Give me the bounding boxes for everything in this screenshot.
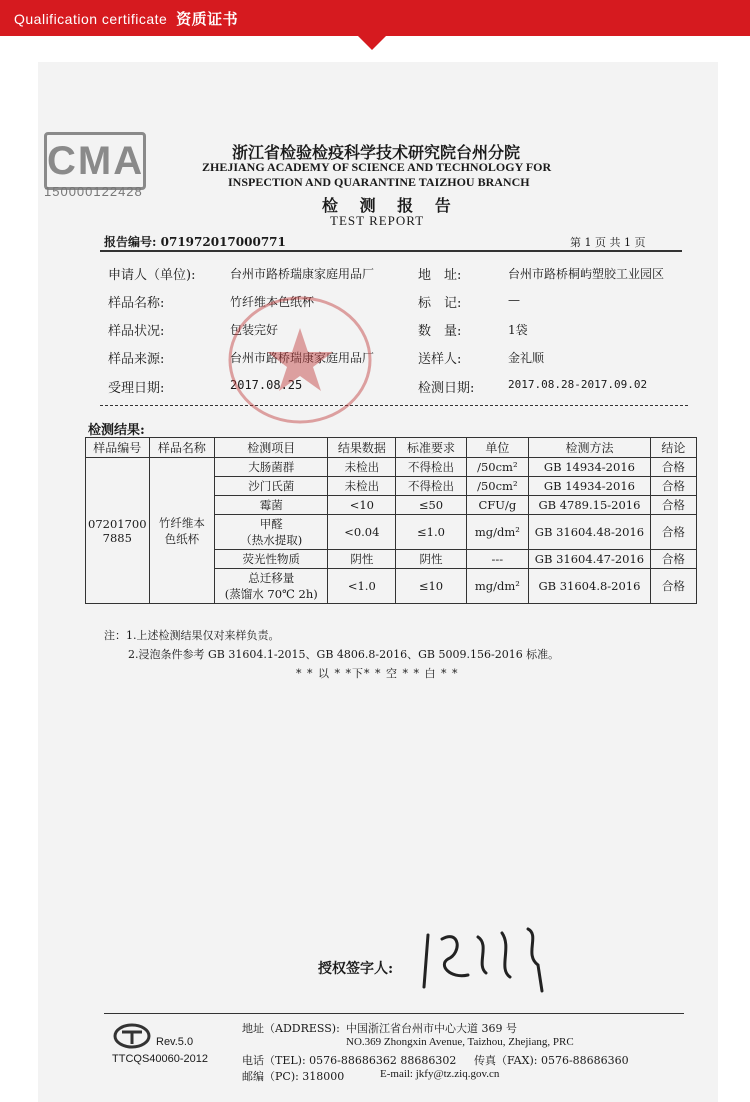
note-1: 注：1.上述检测结果仅对来样负责。 [104, 629, 280, 642]
test-date-label: 检测日期: [418, 381, 475, 396]
cell-result: <10 [328, 496, 396, 515]
test-date-value: 2017.08.28-2017.09.02 [508, 378, 648, 391]
header-banner [0, 0, 750, 36]
col-header: 结果数据 [328, 438, 396, 458]
table-row [86, 458, 697, 477]
cell-item-line2: （热水提取) [240, 533, 303, 547]
col-header: 标准要求 [396, 438, 466, 458]
cma-number: 150000122428 [44, 184, 143, 199]
cell-requirement: ≤1.0 [396, 515, 466, 550]
official-stamp-icon [200, 280, 380, 440]
doc-title-cn: 检 测 报 告 [322, 196, 459, 215]
report-number-value: 071972017000771 [160, 235, 286, 249]
quantity-label: 数 量: [418, 324, 462, 339]
cell-conclusion: 合格 [650, 458, 696, 477]
cell-item: 荧光性物质 [215, 550, 328, 569]
cell-conclusion: 合格 [650, 550, 696, 569]
cell-unit: CFU/g [466, 496, 529, 515]
banner-title [14, 8, 238, 29]
mark-value: — [508, 293, 520, 307]
report-number-label: 报告编号: [104, 235, 157, 249]
cell-conclusion: 合格 [650, 496, 696, 515]
note-2: 2.浸泡条件参考 GB 31604.1-2015、GB 4806.8-2016、GB 5009.156-2016 标准。 [128, 648, 560, 661]
end-marker: * * 以 * *下* * 空 * * 白 * * [296, 667, 459, 680]
cell-method: GB 14934-2016 [529, 458, 651, 477]
col-header: 结论 [650, 438, 696, 458]
address-label: 地 址: [418, 268, 462, 283]
cell-result: 未检出 [328, 477, 396, 496]
cell-result: 未检出 [328, 458, 396, 477]
cell-requirement: 阴性 [396, 550, 466, 569]
applicant-value: 台州市路桥瑞康家庭用品厂 [230, 267, 375, 281]
cell-unit: /50cm² [466, 477, 529, 496]
mark-label: 标 记: [418, 296, 462, 311]
footer-address-label: 地址（ADDRESS): [242, 1022, 340, 1035]
page-info: 第 1 页 共 1 页 [570, 236, 646, 249]
cell-item: 霉菌 [215, 496, 328, 515]
cell-method: GB 14934-2016 [529, 477, 651, 496]
cell-result: <1.0 [328, 569, 396, 604]
header-divider [100, 250, 682, 252]
applicant-label: 申请人（单位): [108, 268, 196, 283]
footer-fax: 传真（FAX): 0576-88686360 [474, 1054, 629, 1067]
banner-arrow-icon [358, 36, 386, 50]
sample-name-cell [149, 458, 215, 604]
cell-method: GB 4789.15-2016 [529, 496, 651, 515]
col-header: 检测方法 [529, 438, 651, 458]
sample-state-value: 包装完好 [230, 323, 279, 337]
footer-divider [104, 1013, 684, 1014]
signature-icon [420, 925, 560, 995]
cell-conclusion: 合格 [650, 515, 696, 550]
sample-number-line2: 7885 [102, 530, 132, 545]
sample-name-label: 样品名称: [108, 296, 165, 311]
col-header: 检测项目 [215, 438, 328, 458]
footer-address-en: NO.369 Zhongxin Avenue, Taizhou, Zhejiang, PRC [346, 1036, 574, 1048]
cell-unit: mg/dm² [466, 515, 529, 550]
banner-title-cn: 资质证书 [176, 11, 239, 28]
received-date-label: 受理日期: [108, 381, 165, 396]
cell-unit: mg/dm² [466, 569, 529, 604]
institute-name-cn: 浙江省检验检疫科学技术研究院台州分院 [232, 143, 521, 162]
sender-label: 送样人: [418, 352, 462, 367]
cell-item: 大肠菌群 [215, 458, 328, 477]
cell-requirement: 不得检出 [396, 477, 466, 496]
signature-label: 授权签字人: [318, 961, 394, 977]
footer-code: TTCQS40060-2012 [112, 1053, 208, 1065]
institute-name-en-line1: ZHEJIANG ACADEMY OF SCIENCE AND TECHNOLOGY FOR [202, 160, 552, 174]
footer-email: E-mail: jkfy@tz.ziq.gov.cn [380, 1068, 500, 1080]
footer-tel: 电话（TEL): 0576-88686362 88686302 [242, 1054, 457, 1067]
results-table [85, 437, 697, 604]
footer-address-cn: 中国浙江省台州市中心大道 369 号 [346, 1022, 517, 1035]
sample-source-label: 样品来源: [108, 352, 165, 367]
cell-method: GB 31604.8-2016 [529, 569, 651, 604]
cell-unit: --- [466, 550, 529, 569]
cell-item-line2: (蒸馏水 70℃ 2h) [224, 587, 318, 601]
doc-title-en: TEST REPORT [330, 213, 425, 228]
cell-item [215, 515, 328, 550]
sample-number-line1: 07201700 [88, 516, 147, 531]
sample-state-label: 样品状况: [108, 324, 165, 339]
cell-method: GB 31604.47-2016 [529, 550, 651, 569]
cell-result: 阴性 [328, 550, 396, 569]
col-header: 单位 [466, 438, 529, 458]
col-header: 样品编号 [86, 438, 150, 458]
cell-requirement: 不得检出 [396, 458, 466, 477]
sample-name-line2: 色纸杯 [164, 531, 200, 546]
cell-conclusion: 合格 [650, 569, 696, 604]
cell-requirement: ≤50 [396, 496, 466, 515]
cell-result: <0.04 [328, 515, 396, 550]
report-number [104, 233, 286, 250]
footer-rev: Rev.5.0 [156, 1036, 194, 1048]
sample-name-line1: 竹纤维本 [158, 515, 205, 530]
sender-value: 金礼顺 [508, 351, 545, 365]
footer-postcode: 邮编（PC): 318000 [242, 1070, 345, 1083]
cell-method: GB 31604.48-2016 [529, 515, 651, 550]
received-date-value: 2017.08.25 [230, 378, 303, 392]
cell-item: 沙门氏菌 [215, 477, 328, 496]
cma-logo: CMA [44, 132, 146, 190]
cell-item-line1: 总迁移量 [248, 571, 295, 585]
sample-number-cell [86, 458, 150, 604]
banner-title-en: Qualification certificate [14, 11, 168, 27]
cell-conclusion: 合格 [650, 477, 696, 496]
info-divider [100, 405, 688, 407]
col-header: 样品名称 [149, 438, 215, 458]
institute-name-en-line2: INSPECTION AND QUARANTINE TAIZHOU BRANCH [228, 175, 530, 189]
quantity-value: 1袋 [508, 323, 528, 337]
cell-requirement: ≤10 [396, 569, 466, 604]
cell-item-line1: 甲醛 [259, 517, 283, 531]
results-heading: 检测结果: [88, 423, 145, 438]
sample-source-value: 台州市路桥瑞康家庭用品厂 [230, 351, 375, 365]
cell-unit: /50cm² [466, 458, 529, 477]
sample-name-value: 竹纤维本色纸杯 [230, 295, 315, 309]
cell-item [215, 569, 328, 604]
table-header-row [86, 438, 697, 458]
ttc-logo-icon [112, 1022, 152, 1050]
address-value: 台州市路桥桐屿塑胶工业园区 [508, 267, 665, 281]
